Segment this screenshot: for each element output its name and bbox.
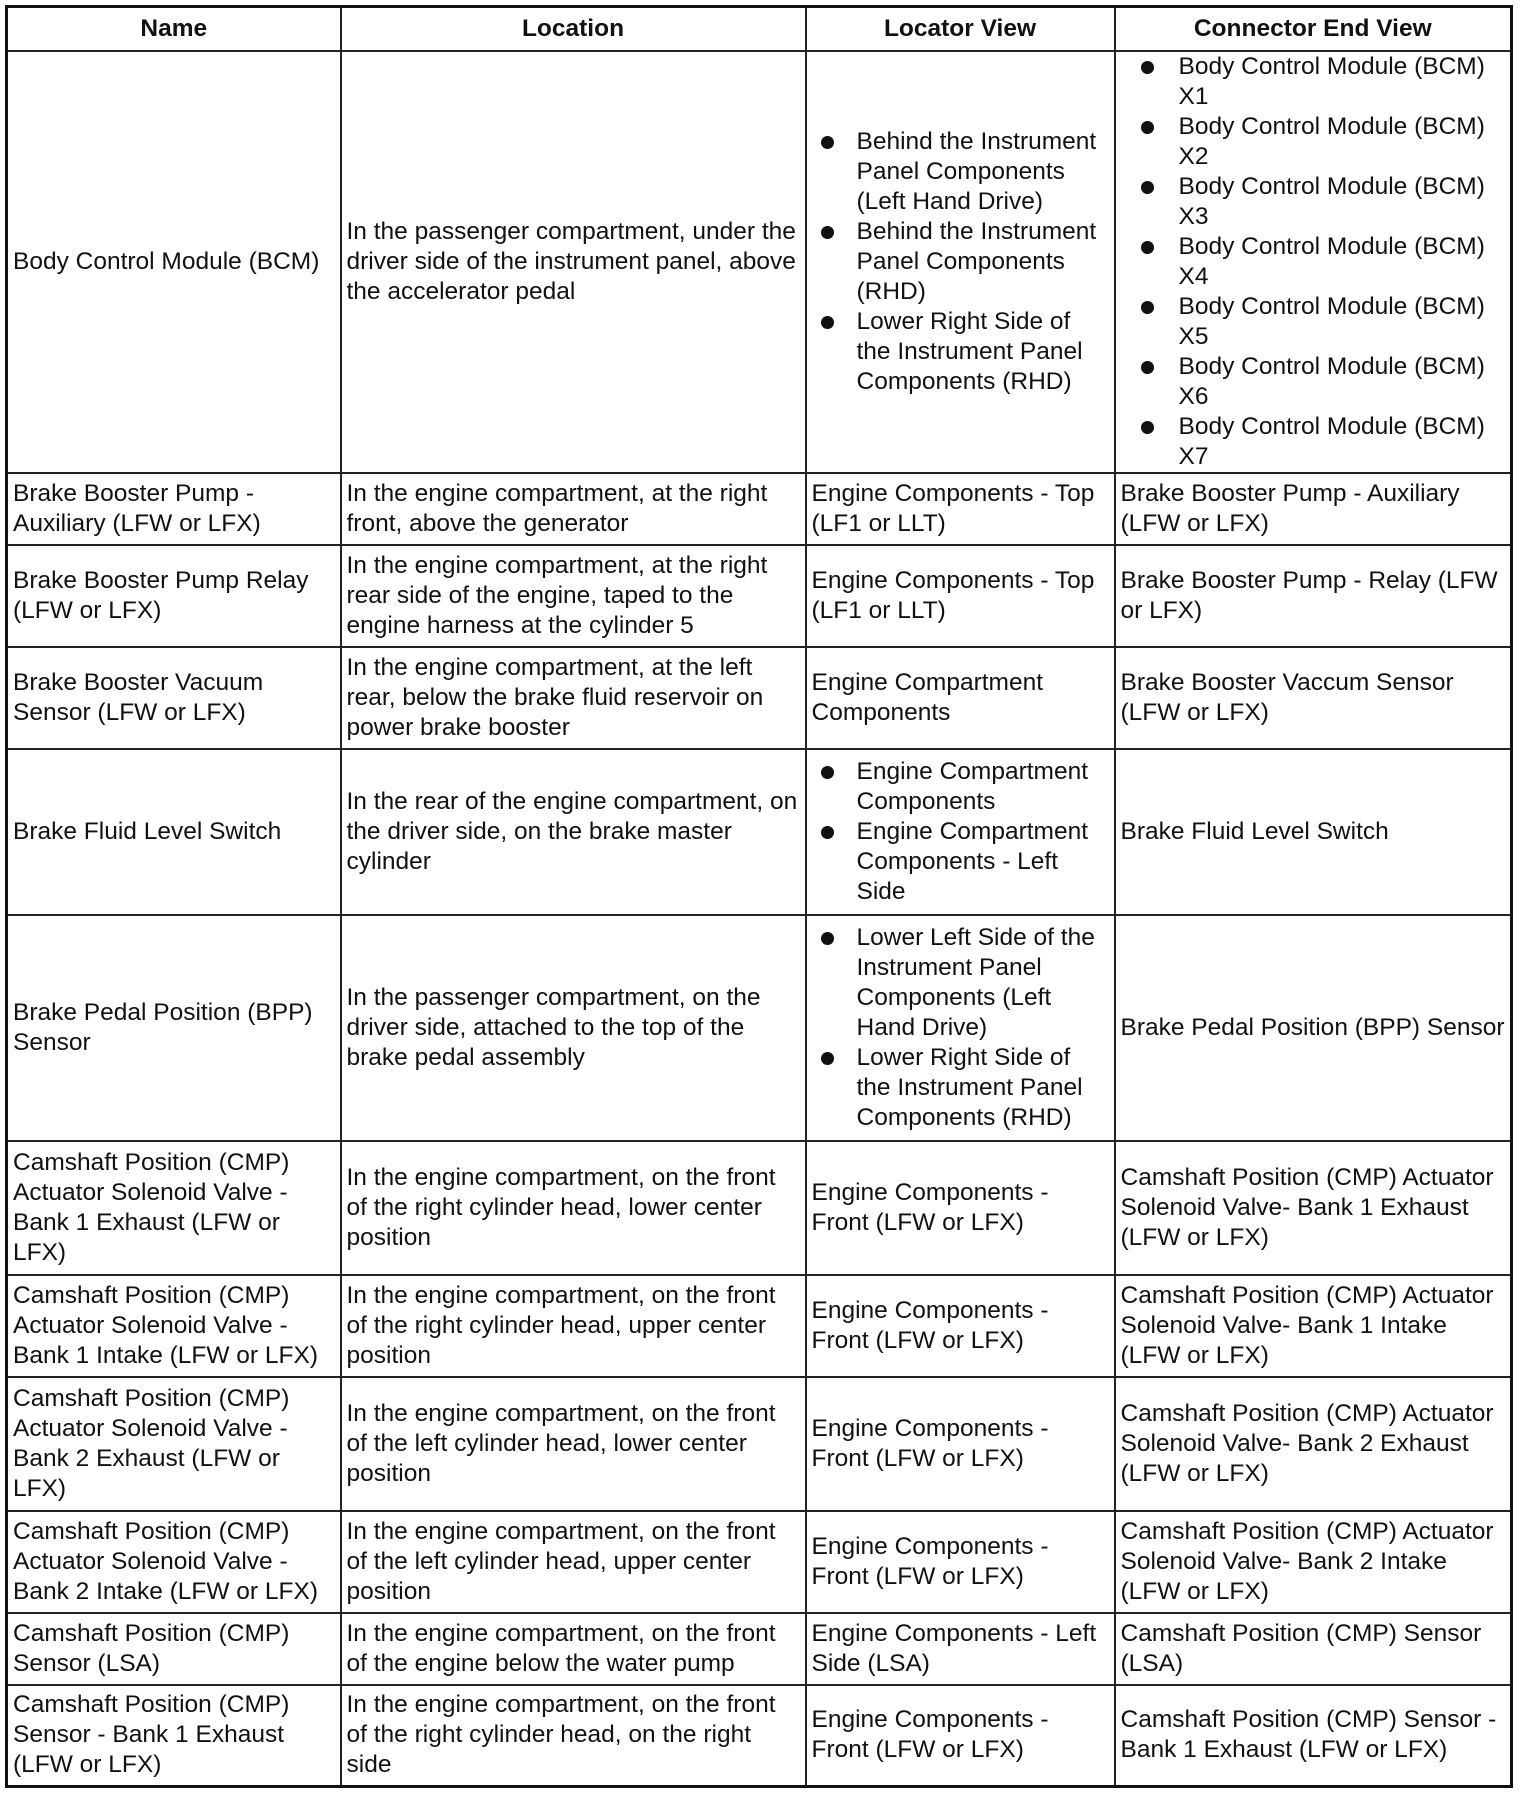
cell-location: In the engine compartment, on the front of the left cylinder head, upper center position [341,1511,806,1613]
table-row [7,545,1512,647]
bullet-icon [821,316,834,329]
locator-view-link[interactable]: Engine Compartment Components [856,757,1089,815]
cell-location: In the engine compartment, on the front of the left cylinder head, lower center position [341,1377,806,1511]
bullet-icon [821,226,834,239]
cell-connector-end-view[interactable]: Brake Booster Pump - Auxiliary (LFW or LFX) [1115,473,1512,545]
bullet-icon [821,766,834,779]
cell-location: In the passenger compartment, under the driver side of the instrument panel, above the accelerator pedal [341,51,806,473]
cell-locator-view[interactable]: Engine Components - Front (LFW or LFX) [806,1377,1115,1511]
connector-view-link[interactable]: Body Control Module (BCM) X6 [1178,352,1485,410]
table-row [7,749,1512,915]
cell-name: Camshaft Position (CMP) Actuator Solenoid Valve - Bank 2 Exhaust (LFW or LFX) [7,1377,341,1511]
cell-name: Camshaft Position (CMP) Sensor - Bank 1 Exhaust (LFW or LFX) [7,1685,341,1787]
cell-connector-end-view[interactable]: Brake Booster Vaccum Sensor (LFW or LFX) [1115,647,1512,749]
list-item [857,817,1109,907]
connector-view-link[interactable]: Body Control Module (BCM) X3 [1178,172,1485,230]
locator-view-link[interactable]: Behind the Instrument Panel Components (Left Hand Drive) [856,127,1097,215]
table-row [7,1511,1512,1613]
cell-location: In the rear of the engine compartment, on the driver side, on the brake master cylinder [341,749,806,915]
cell-location: In the engine compartment, at the right rear side of the engine, taped to the engine harness at the cylinder 5 [341,545,806,647]
locator-view-link[interactable]: Behind the Instrument Panel Components (RHD) [856,217,1097,305]
list-item [1179,172,1506,232]
cell-location: In the engine compartment, on the front of the right cylinder head, upper center position [341,1275,806,1377]
cell-connector-end-view[interactable]: Brake Pedal Position (BPP) Sensor [1115,915,1512,1141]
list-item [1179,52,1506,112]
header-locator-view: Locator View [806,7,1115,51]
connector-view-link[interactable]: Body Control Module (BCM) X4 [1178,232,1485,290]
bullet-icon [1141,241,1154,254]
bullet-icon [1141,361,1154,374]
table-row [7,1141,1512,1275]
table-row [7,1685,1512,1787]
bullet-icon [1141,61,1154,74]
cell-location: In the engine compartment, at the left rear, below the brake fluid reservoir on power brake booster [341,647,806,749]
locator-view-link[interactable]: Engine Compartment Components - Left Side [856,817,1089,905]
connector-view-link[interactable]: Body Control Module (BCM) X1 [1178,52,1485,110]
bullet-icon [821,826,834,839]
table-body [7,51,1512,1787]
table-row [7,1377,1512,1511]
cell-connector-end-view[interactable]: Camshaft Position (CMP) Actuator Solenoid Valve- Bank 1 Intake (LFW or LFX) [1115,1275,1512,1377]
list-item [857,757,1109,817]
cell-name: Camshaft Position (CMP) Actuator Solenoid Valve - Bank 2 Intake (LFW or LFX) [7,1511,341,1613]
list-item [1179,232,1506,292]
cell-name: Camshaft Position (CMP) Actuator Solenoid Valve - Bank 1 Exhaust (LFW or LFX) [7,1141,341,1275]
locator-view-link[interactable]: Lower Right Side of the Instrument Panel Components (RHD) [856,1043,1083,1131]
cell-name: Brake Booster Vacuum Sensor (LFW or LFX) [7,647,341,749]
list-item [857,127,1109,217]
cell-locator-view [806,749,1115,915]
list-item [1179,412,1506,472]
cell-locator-view[interactable]: Engine Components - Top (LF1 or LLT) [806,473,1115,545]
cell-locator-view[interactable]: Engine Components - Front (LFW or LFX) [806,1141,1115,1275]
cell-name: Brake Fluid Level Switch [7,749,341,915]
locator-view-link[interactable]: Lower Right Side of the Instrument Panel Components (RHD) [856,307,1083,395]
list-item [857,923,1109,1043]
table-row [7,1613,1512,1685]
table-row [7,647,1512,749]
cell-connector-end-view[interactable]: Camshaft Position (CMP) Actuator Solenoid Valve- Bank 2 Exhaust (LFW or LFX) [1115,1377,1512,1511]
connector-view-list [1121,52,1506,472]
cell-connector-end-view[interactable]: Camshaft Position (CMP) Actuator Solenoid Valve- Bank 1 Exhaust (LFW or LFX) [1115,1141,1512,1275]
connector-view-link[interactable]: Body Control Module (BCM) X5 [1178,292,1485,350]
cell-locator-view[interactable]: Engine Components - Left Side (LSA) [806,1613,1115,1685]
cell-connector-end-view [1115,51,1512,473]
cell-location: In the engine compartment, on the front of the right cylinder head, lower center position [341,1141,806,1275]
cell-name: Body Control Module (BCM) [7,51,341,473]
cell-location: In the engine compartment, at the right front, above the generator [341,473,806,545]
cell-name: Camshaft Position (CMP) Sensor (LSA) [7,1613,341,1685]
header-location: Location [341,7,806,51]
cell-locator-view[interactable]: Engine Components - Front (LFW or LFX) [806,1511,1115,1613]
locator-view-list [812,923,1109,1133]
cell-name: Brake Booster Pump Relay (LFW or LFX) [7,545,341,647]
list-item [1179,112,1506,172]
list-item [857,307,1109,397]
list-item [1179,292,1506,352]
cell-name: Camshaft Position (CMP) Actuator Solenoid Valve - Bank 1 Intake (LFW or LFX) [7,1275,341,1377]
cell-locator-view [806,51,1115,473]
bullet-icon [1141,121,1154,134]
bullet-icon [821,136,834,149]
cell-locator-view[interactable]: Engine Components - Front (LFW or LFX) [806,1275,1115,1377]
cell-locator-view [806,915,1115,1141]
cell-location: In the engine compartment, on the front of the engine below the water pump [341,1613,806,1685]
bullet-icon [1141,421,1154,434]
cell-location: In the engine compartment, on the front of the right cylinder head, on the right side [341,1685,806,1787]
bullet-icon [821,1052,834,1065]
cell-connector-end-view[interactable]: Brake Fluid Level Switch [1115,749,1512,915]
locator-view-list [812,127,1109,397]
cell-locator-view[interactable]: Engine Components - Top (LF1 or LLT) [806,545,1115,647]
table-row [7,1275,1512,1377]
list-item [1179,352,1506,412]
bullet-icon [1141,301,1154,314]
cell-location: In the passenger compartment, on the driver side, attached to the top of the brake pedal assembly [341,915,806,1141]
cell-locator-view[interactable]: Engine Components - Front (LFW or LFX) [806,1685,1115,1787]
table-row [7,915,1512,1141]
locator-view-list [812,757,1109,907]
connector-view-link[interactable]: Body Control Module (BCM) X7 [1178,412,1485,470]
locator-view-link[interactable]: Lower Left Side of the Instrument Panel Components (Left Hand Drive) [856,923,1095,1041]
table-header [7,7,1512,51]
list-item [857,1043,1109,1133]
bullet-icon [821,932,834,945]
component-locator-table-container [5,5,1513,1788]
header-connector-end-view: Connector End View [1115,7,1512,51]
cell-connector-end-view[interactable]: Camshaft Position (CMP) Sensor - Bank 1 Exhaust (LFW or LFX) [1115,1685,1512,1787]
header-row [7,7,1512,51]
cell-connector-end-view[interactable]: Camshaft Position (CMP) Actuator Solenoid Valve- Bank 2 Intake (LFW or LFX) [1115,1511,1512,1613]
list-item [857,217,1109,307]
table-row [7,51,1512,473]
cell-name: Brake Booster Pump - Auxiliary (LFW or LFX) [7,473,341,545]
cell-name: Brake Pedal Position (BPP) Sensor [7,915,341,1141]
cell-connector-end-view[interactable]: Brake Booster Pump - Relay (LFW or LFX) [1115,545,1512,647]
connector-view-link[interactable]: Body Control Module (BCM) X2 [1178,112,1485,170]
table-row [7,473,1512,545]
cell-connector-end-view[interactable]: Camshaft Position (CMP) Sensor (LSA) [1115,1613,1512,1685]
cell-locator-view[interactable]: Engine Compartment Components [806,647,1115,749]
bullet-icon [1141,181,1154,194]
header-name: Name [7,7,341,51]
component-locator-table [5,5,1513,1788]
